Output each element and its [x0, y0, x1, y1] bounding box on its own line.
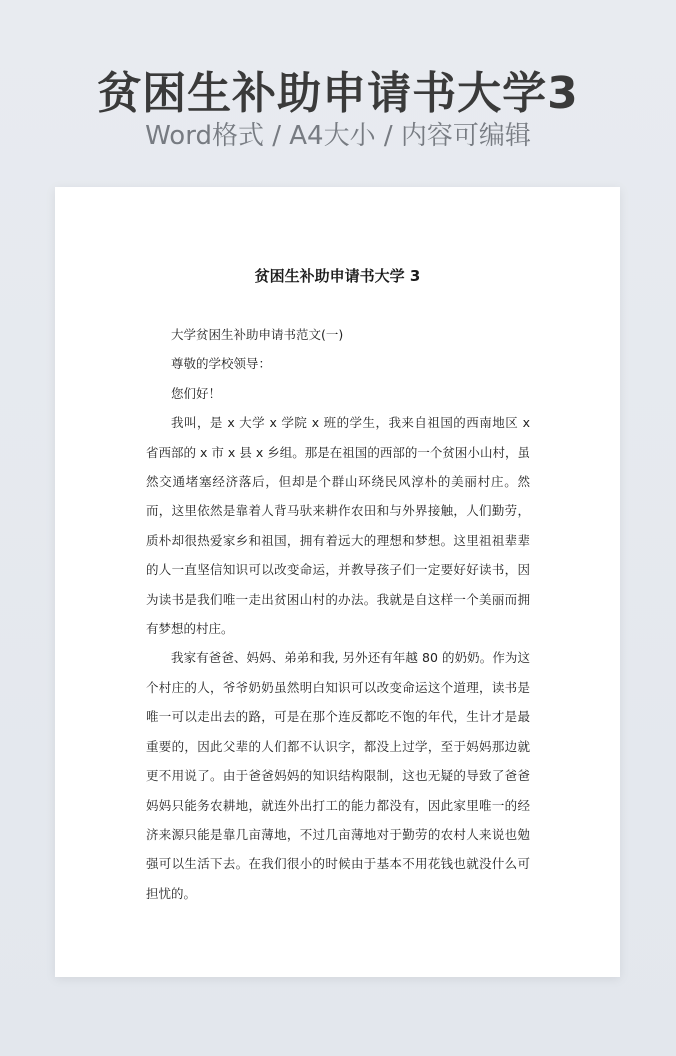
document-page [55, 187, 620, 977]
document-paragraph: 大学贫困生补助申请书范文(一) [171, 327, 344, 342]
document-paragraph: 我叫，是 x 大学 x 学院 x 班的学生，我来自祖国的西南地区 x 省西部的 x 市 x 县 x 乡组。那是在祖国的西部的一个贫困小山村，虽然交通堵塞经济落后，但却是个群山环绕民风淳朴的美丽村庄。然而，这里依然是靠着人背马驮来耕作农田和与外界接触，人们勤劳，质朴却很热爱家乡和祖国，拥有着远大的理想和梦想。这里祖祖辈辈的人一直坚信知识可以改变命运，并教导孩子们一定要好好读书，因为读书是我们唯一走出贫困山村的办法。我就是自这样一个美丽而拥有梦想的村庄。 [146, 415, 530, 637]
page-title: 贫困生补助申请书大学3 [97, 68, 579, 119]
document-paragraph: 您们好！ [171, 385, 222, 401]
document-body [146, 320, 530, 908]
page-subtitle: Word格式 / A4大小 / 内容可编辑 [145, 121, 531, 151]
document-paragraph: 我家有爸爸、妈妈、弟弟和我, 另外还有年越 80 的奶奶。作为这个村庄的人，爷爷奶奶虽然明白知识可以改变命运这个道理，读书是唯一可以走出去的路，可是在那个连反都吃不饱的年代，生计才是最重要的，因此父辈的人们都不认识字，都没上过学，至于妈妈那边就更不用说了。由于爸爸妈妈的知识结构限制，这也无疑的导致了爸爸妈妈只能务农耕地，就连外出打工的能力都没有，因此家里唯一的经济来源只能是靠几亩薄地，不过几亩薄地对于勤劳的农村人来说也勉强可以生活下去。在我们很小的时候由于基本不用花钱也就没什么可担忧的。 [146, 650, 530, 901]
document-paragraph: 尊敬的学校领导： [171, 356, 272, 372]
document-title: 贫困生补助申请书大学 3 [254, 267, 421, 285]
